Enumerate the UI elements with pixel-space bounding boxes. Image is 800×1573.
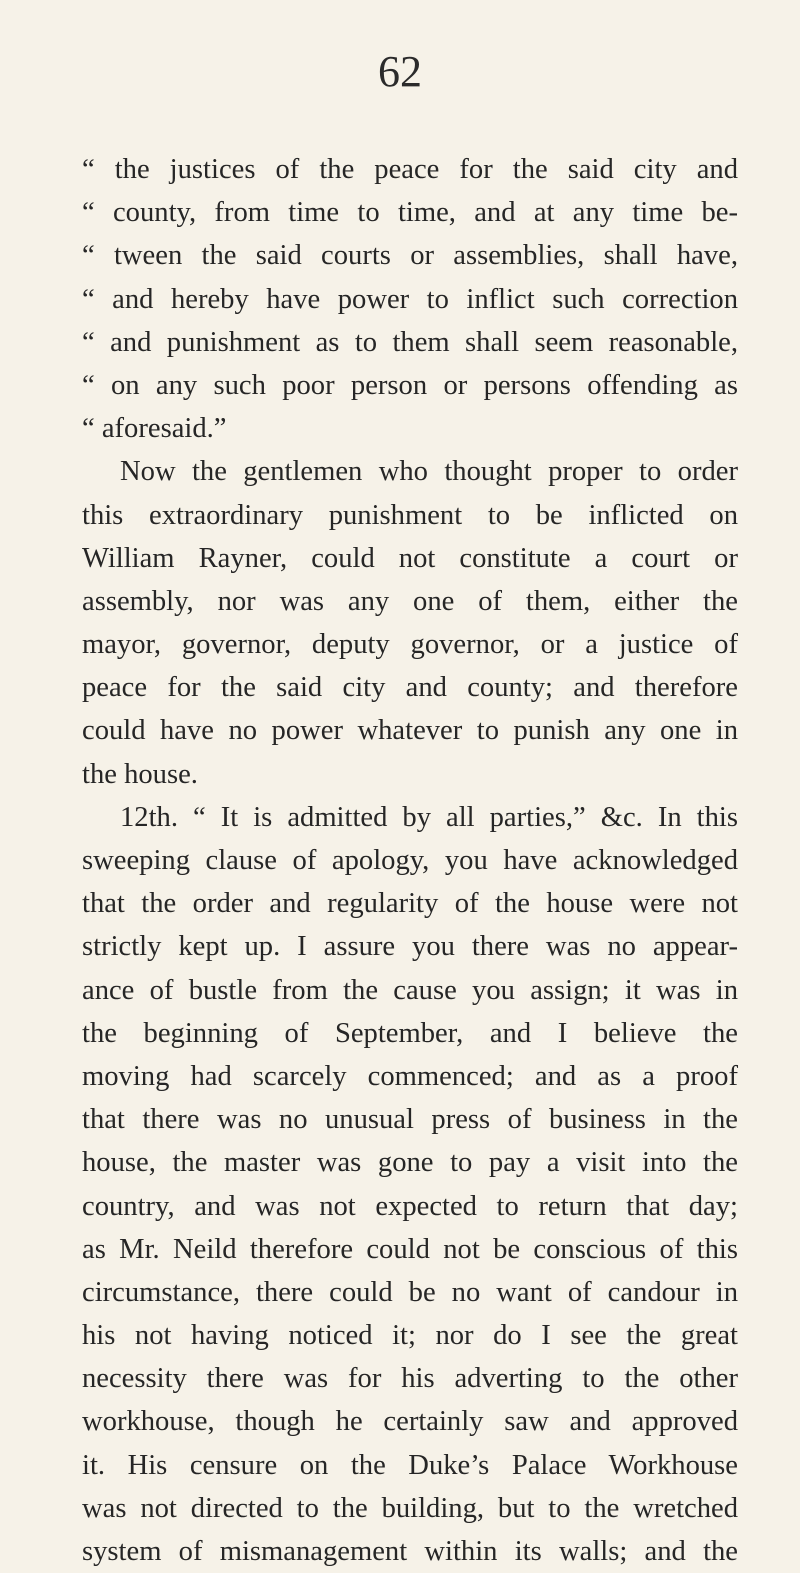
text-line: the house. [82,758,198,790]
text-line: “ and hereby have power to inflict such correction [82,283,738,315]
text-line: it. His censure on the Duke’s Palace Workhouse [82,1449,738,1481]
text-line: ance of bustle from the cause you assign; it was in [82,974,738,1006]
text-line: “ and punishment as to them shall seem reasonable, [82,326,738,358]
text-line: “ on any such poor person or persons offending as [82,369,738,401]
text-line: moving had scarcely commenced; and as a proof [82,1060,738,1092]
text-line: system of mismanagement within its walls; and the [82,1536,738,1567]
text-line: that the order and regularity of the house were not [82,888,738,920]
text-line: 12th. “ It is admitted by all parties,” &c. In this [120,801,738,833]
text-line: sweeping clause of apology, you have acknowledged [82,845,738,876]
text-line: “ the justices of the peace for the said city and [82,154,738,185]
text-line: Now the gentlemen who thought proper to order [120,456,738,488]
text-line: assembly, nor was any one of them, either the [82,585,738,617]
text-line: this extraordinary punishment to be inflicted on [82,499,738,531]
text-line: peace for the said city and county; and therefore [82,672,738,704]
text-line: mayor, governor, deputy governor, or a justice of [82,629,738,661]
page-number: 62 [378,47,422,96]
text-line: necessity there was for his adverting to the other [82,1363,738,1395]
text-line: as Mr. Neild therefore could not be conscious of this [82,1233,738,1265]
text-line: that there was no unusual press of business in the [82,1104,738,1136]
text-line: circumstance, there could be no want of candour in [82,1276,738,1308]
paragraph-twelfth [82,796,738,1573]
paragraph-now-the-gentlemen [82,450,738,796]
text-line: house, the master was gone to pay a visit into the [82,1147,738,1179]
text-line: “ county, from time to time, and at any time be- [82,197,738,229]
text-line: workhouse, though he certainly saw and approved [82,1406,738,1438]
text-line: the beginning of September, and I believe the [82,1017,738,1049]
text-line: was not directed to the building, but to the wretched [82,1492,738,1524]
text-line: William Rayner, could not constitute a court or [82,542,738,574]
body-text [82,148,738,1573]
text-line: could have no power whatever to punish any one in [82,715,738,747]
paragraph-quote-continuation [82,148,738,450]
text-line: strictly kept up. I assure you there was no appear- [82,931,738,963]
text-line: “ aforesaid.” [82,413,227,445]
text-line: country, and was not expected to return that day; [82,1190,738,1222]
text-line: his not having noticed it; nor do I see the great [82,1320,738,1352]
text-line: “ tween the said courts or assemblies, shall have, [82,240,738,272]
